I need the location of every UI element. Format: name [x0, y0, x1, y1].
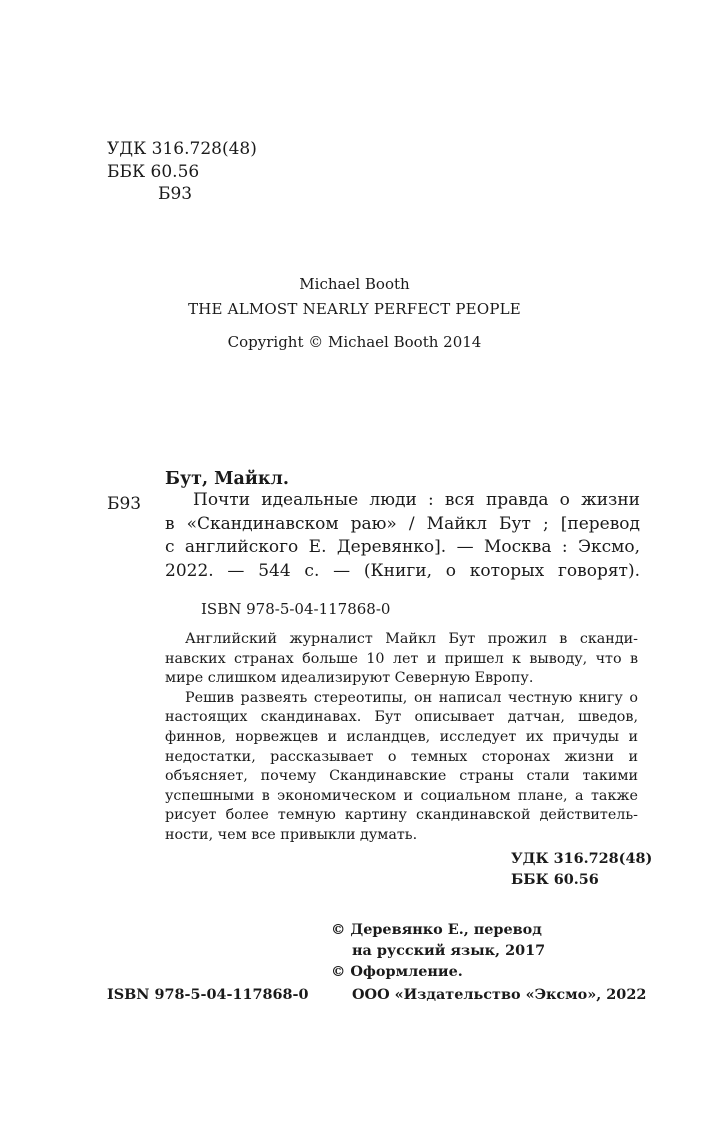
catalog-mark: Б93: [107, 494, 142, 514]
catalog-line: с английского Е. Деревянко]. — Москва : Эксмо,: [165, 537, 640, 557]
catalog-heading: Бут, Майкл.: [165, 469, 289, 489]
annotation: [165, 630, 638, 846]
udk-code-bold: УДК 316.728(48): [511, 850, 653, 867]
copyright-translation-line2: на русский язык, 2017: [352, 942, 546, 959]
author-mark: Б93: [158, 184, 193, 204]
annotation-paragraph: Английский журналист Майкл Бут прожил в скандинавских странах больше 10 лет и пришел к выводу, что в мире слишком идеализируют Северную Европу.: [165, 631, 638, 687]
original-author: Michael Booth: [299, 275, 410, 293]
bbk-code: ББК 60.56: [107, 162, 200, 182]
udk-code: УДК 316.728(48): [107, 139, 257, 159]
isbn-bottom: ISBN 978-5-04-117868-0: [107, 986, 309, 1003]
catalog-line: 2022. — 544 с. — (Книги, о которых говорят).: [165, 560, 640, 581]
copyright-translation-line1: © Деревянко Е., перевод: [331, 921, 542, 938]
original-title: THE ALMOST NEARLY PERFECT PEOPLE: [188, 300, 521, 318]
original-copyright: Copyright © Michael Booth 2014: [227, 333, 482, 351]
catalog-isbn: ISBN 978-5-04-117868-0: [201, 600, 391, 618]
catalog-line: в «Скандинавском раю» / Майкл Бут ; [перевод: [165, 513, 640, 534]
copyright-design-line1: © Оформление.: [331, 963, 463, 980]
copyright-design-line2: ООО «Издательство «Эксмо», 2022: [352, 986, 647, 1003]
annotation-paragraph: Решив развеять стереотипы, он написал честную книгу о настоящих скандинавах. Бут описывает датчан, шведов, финнов, норвежцев и исландцев, исследует их причуды и недостатки, рассказывает о темных сторонах жизни и объясняет, почему Скандинавские страны стали такими успешными в экономическом и социальном плане, а также рисует более темную картину скандинавской действительности, чем все привыкли думать.: [165, 689, 638, 843]
bbk-code-bold: ББК 60.56: [511, 871, 599, 888]
catalog-description: [165, 489, 640, 583]
catalog-line: Почти идеальные люди : вся правда о жизни: [193, 490, 640, 510]
